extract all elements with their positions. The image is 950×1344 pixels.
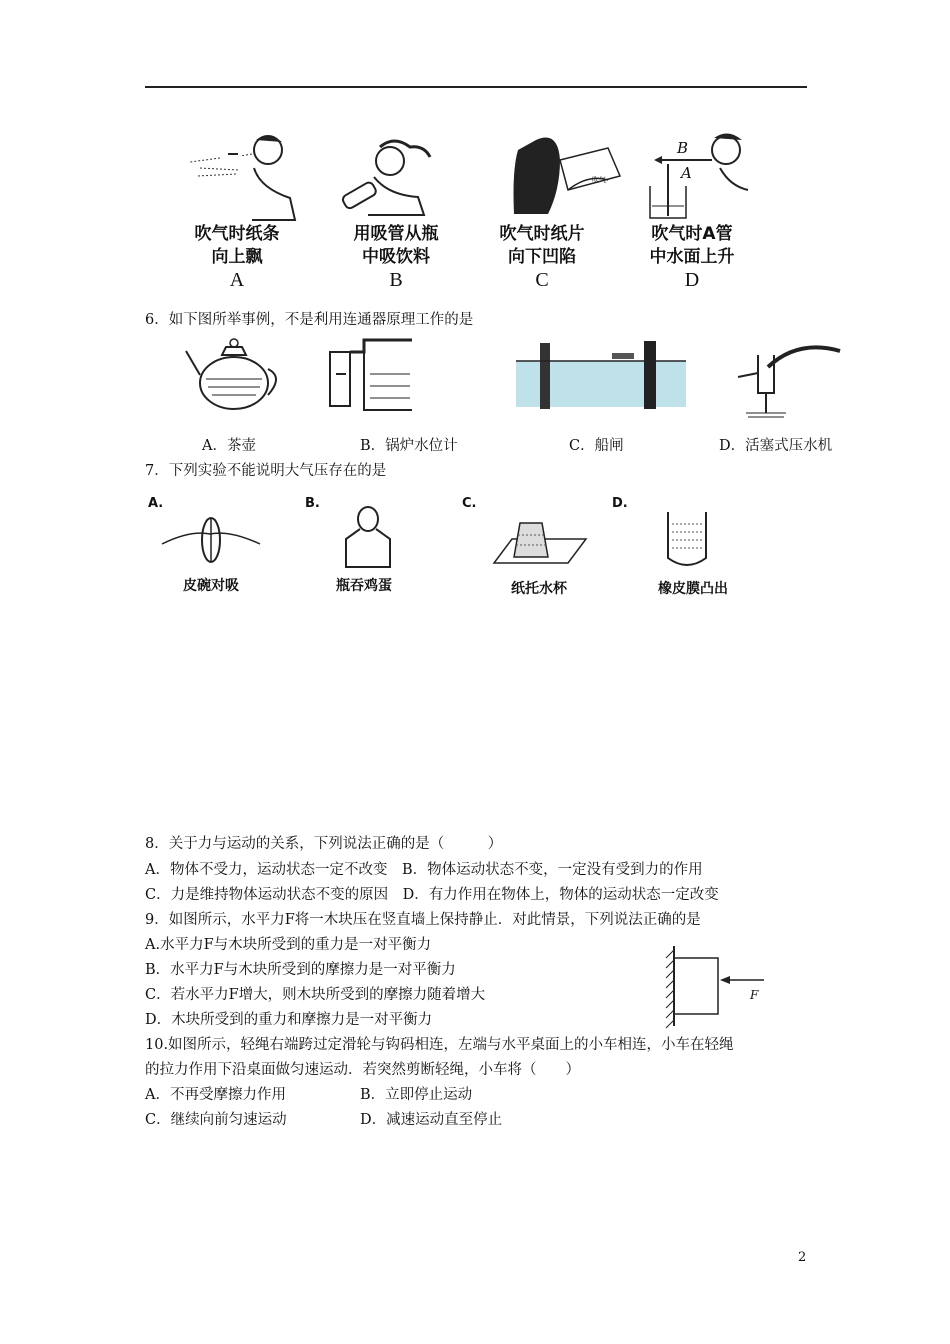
q8-options-line2: C．力是维持物体运动状态不变的原因 D．有力作用在物体上，物体的运动状态一定改变 <box>145 887 719 903</box>
q6-option-a: A．茶壶 <box>202 438 256 454</box>
q6-stem: 6．如下图所举事例，不是利用连通器原理工作的是 <box>145 312 474 328</box>
q5-caption-d <box>632 223 752 292</box>
fig-force-label: F <box>750 988 759 1002</box>
header-rule <box>145 86 807 88</box>
q5-caption-a <box>182 223 292 292</box>
fig-piston-pump <box>728 333 843 418</box>
q7-caption-b: 瓶吞鸡蛋 <box>336 578 392 594</box>
q9-option-a: A.水平力F与木块所受到的重力是一对平衡力 <box>145 937 432 953</box>
q5-caption-c <box>482 223 602 292</box>
fig-boiler-gauge <box>324 334 419 414</box>
q5-a-line2: 向上飘 <box>211 247 263 267</box>
fig-blow-paper-bridge <box>508 130 623 220</box>
q7-caption-a: 皮碗对吸 <box>183 578 239 594</box>
q7-label-d: D. <box>612 496 628 511</box>
q5-b-line1: 用吸管从瓶 <box>353 224 439 244</box>
q5-b-letter: B <box>389 269 403 291</box>
q8-options-line1: A．物体不受力，运动状态一定不改变 B．物体运动状态不变，一定没有受到力的作用 <box>145 862 703 878</box>
fig-blow-tube <box>640 128 755 223</box>
fig-straw-drink <box>338 135 448 220</box>
fig-d-label-b: B <box>677 139 689 157</box>
q10-option-c: C．继续向前匀速运动 <box>145 1112 287 1128</box>
q9-stem: 9．如图所示，水平力F将一木块压在竖直墙上保持静止．对此情景，下列说法正确的是 <box>145 912 701 928</box>
q5-a-line1: 吹气时纸条 <box>194 224 280 244</box>
q7-label-c: C. <box>462 496 477 511</box>
q7-caption-d: 橡皮膜凸出 <box>658 581 728 597</box>
q6-option-b: B．锅炉水位计 <box>360 438 458 454</box>
q6-option-c: C．船闸 <box>569 438 624 454</box>
fig-paper-cup <box>470 515 590 570</box>
q5-c-line2: 向下凹陷 <box>508 247 576 267</box>
page-number: 2 <box>798 1250 807 1265</box>
q5-a-letter: A <box>229 269 245 291</box>
q10-option-a: A．不再受摩擦力作用 <box>145 1087 286 1103</box>
q10-option-b: B．立即停止运动 <box>360 1087 473 1103</box>
fig-wall-block <box>660 946 775 1028</box>
q5-c-letter: C <box>535 269 549 291</box>
q8-stem: 8．关于力与运动的关系，下列说法正确的是（ ） <box>145 836 503 852</box>
q9-option-d: D．木块所受到的重力和摩擦力是一对平衡力 <box>145 1012 433 1028</box>
q7-label-a: A. <box>148 496 164 511</box>
fig-ship-lock <box>512 333 692 413</box>
fig-teapot <box>184 333 284 413</box>
q7-caption-c: 纸托水杯 <box>511 581 567 597</box>
q5-d-line1: 吹气时A管 <box>651 224 733 244</box>
q10-stem-line1: 10.如图所示，轻绳右端跨过定滑轮与钩码相连，左端与水平桌面上的小车相连，小车在轻绳 <box>145 1037 734 1053</box>
q5-b-line2: 中吸饮料 <box>362 247 430 267</box>
q5-d-line2: 中水面上升 <box>649 247 735 267</box>
q6-option-d: D．活塞式压水机 <box>719 438 833 454</box>
fig-d-label-a: A <box>681 164 692 182</box>
fig-blow-paper-strip <box>190 128 300 223</box>
fig-bottle-egg <box>338 505 398 570</box>
fig-rubber-film <box>662 508 712 573</box>
q5-caption-b <box>336 223 456 292</box>
q7-label-b: B. <box>305 496 320 511</box>
fig-suction-cups <box>160 510 264 570</box>
q10-stem-line2: 的拉力作用下沿桌面做匀速运动．若突然剪断轻绳，小车将（ ） <box>145 1062 580 1078</box>
q9-option-b: B．水平力F与木块所受到的摩擦力是一对平衡力 <box>145 962 456 978</box>
q5-d-letter: D <box>684 269 700 291</box>
fig-c-air-label: 吹气 <box>592 176 606 184</box>
q9-option-c: C．若水平力F增大，则木块所受到的摩擦力随着增大 <box>145 987 486 1003</box>
q5-c-line1: 吹气时纸片 <box>499 224 585 244</box>
q10-option-d: D．减速运动直至停止 <box>360 1112 503 1128</box>
q7-stem: 7．下列实验不能说明大气压存在的是 <box>145 463 387 479</box>
